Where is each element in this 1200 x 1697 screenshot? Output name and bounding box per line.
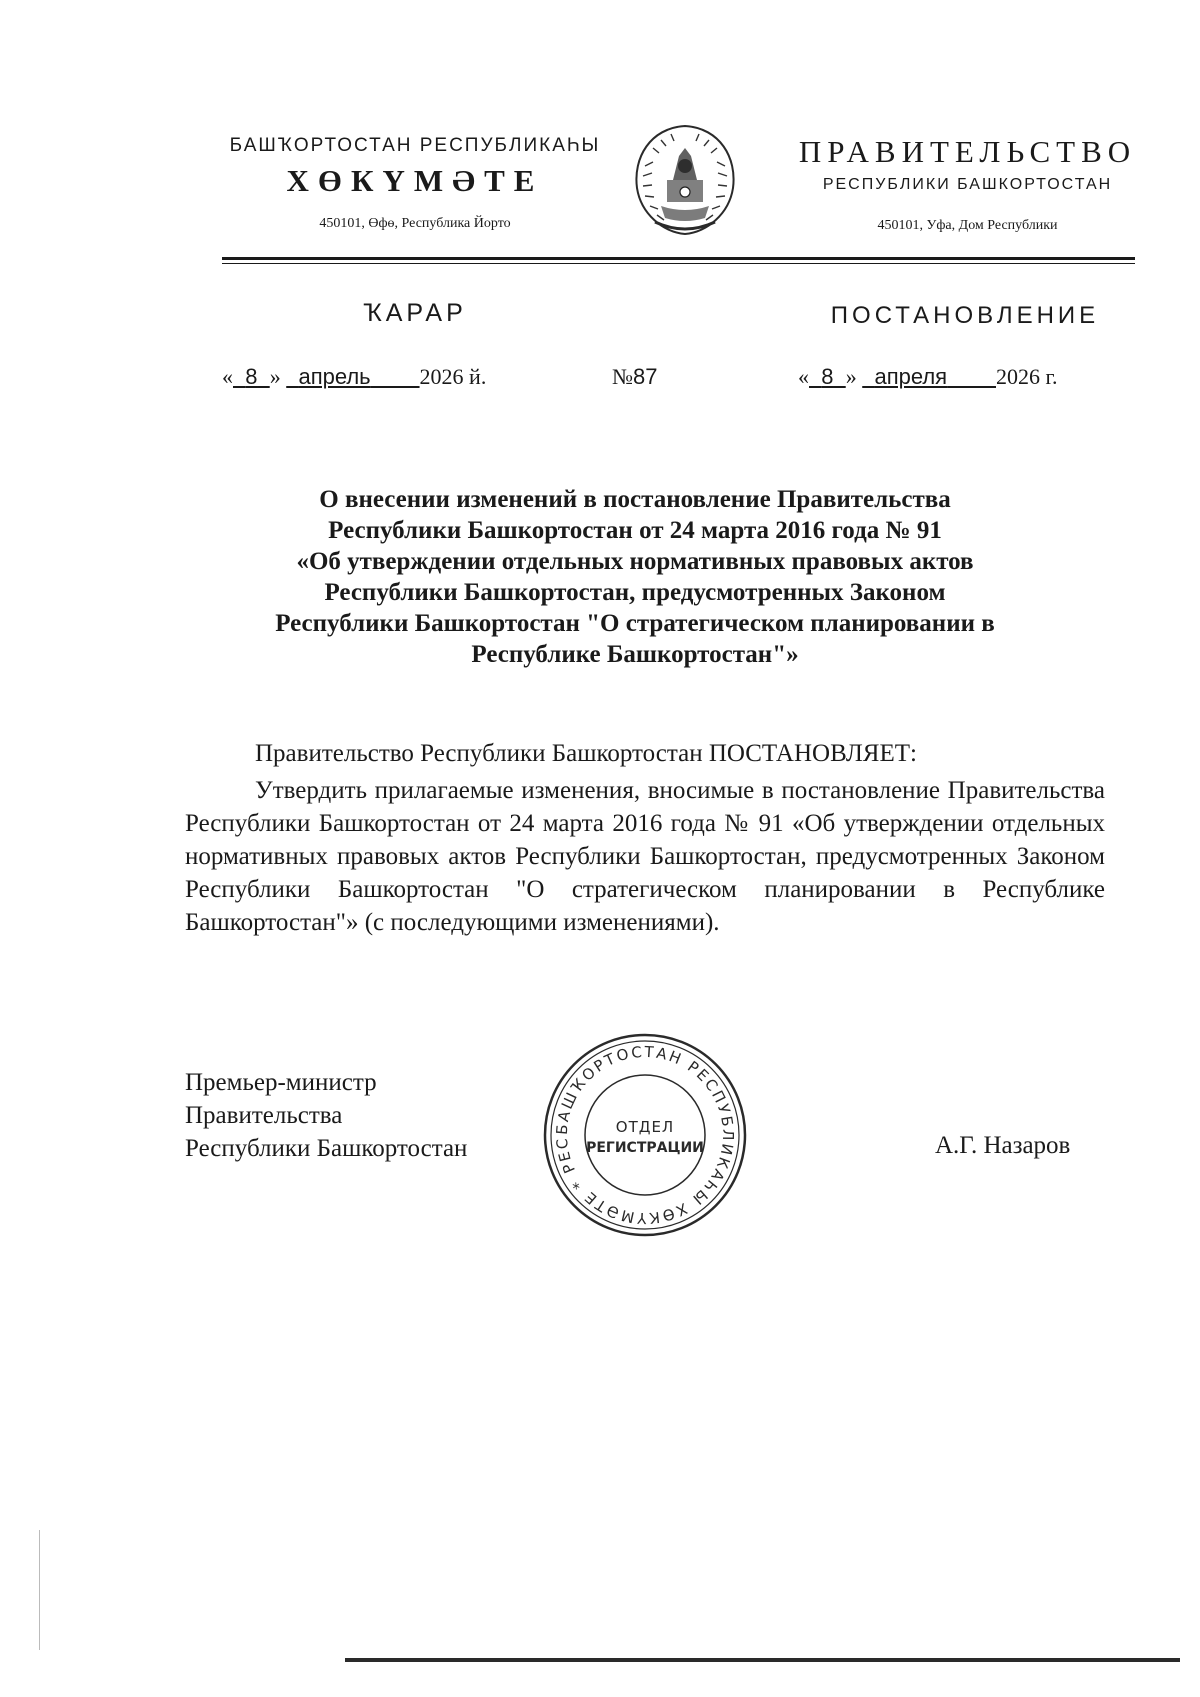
stamp-center-line1: ОТДЕЛ	[615, 1118, 675, 1136]
date-left-day: 8	[245, 364, 258, 389]
signatory-position-line: Правительства	[185, 1102, 343, 1129]
resolution-intro: Правительство Республики Башкортостан ПОСТАНОВЛЯЕТ:	[255, 740, 917, 767]
date-left-quote-close: »	[269, 364, 281, 389]
header-left-republic: БАШҠОРТОСТАН РЕСПУБЛИКАҺЫ	[229, 135, 601, 156]
date-left-year: 2026 й.	[419, 364, 487, 389]
header-left-government: ХӨКҮМӘТЕ	[286, 163, 544, 198]
signatory-position-line: Премьер-министр	[185, 1069, 377, 1096]
coat-of-arms-icon	[625, 118, 745, 245]
date-right-day: 8	[821, 364, 834, 389]
header-left-address: 450101, Өфө, Республика Йорто	[319, 216, 511, 231]
stamp-outer-text: БАШҠОРТОСТАН РЕСПУБЛИКАҺЫ ХӨКҮМӘТЕ * РЕС	[552, 1042, 738, 1228]
title-line: «Об утверждении отдельных нормативных правовых актов	[296, 548, 974, 575]
scan-bottom-bar	[345, 1658, 1180, 1662]
title-line: Республике Башкортостан"»	[471, 641, 799, 668]
header-right-government: ПРАВИТЕЛЬСТВО	[798, 134, 1137, 169]
title-line: Республики Башкортостан, предусмотренных Законом	[324, 579, 946, 606]
document-title	[200, 484, 1070, 670]
header-divider	[222, 257, 1135, 260]
date-left-quote-open: «	[222, 364, 233, 389]
doc-type-bashkir: ҠАРАР	[363, 299, 467, 327]
scan-edge-mark	[39, 1530, 40, 1650]
date-right-quote-close: »	[845, 364, 857, 389]
title-line: О внесении изменений в постановление Правительства	[319, 486, 951, 513]
signatory-name: А.Г. Назаров	[935, 1132, 1071, 1159]
title-line: Республики Башкортостан от 24 марта 2016 года № 91	[328, 517, 942, 544]
date-left-month: апрель	[298, 364, 371, 389]
doc-type-russian: ПОСТАНОВЛЕНИЕ	[830, 302, 1100, 329]
number-sign: №	[612, 364, 633, 389]
registration-stamp	[540, 1030, 750, 1245]
date-right-month: апреля	[874, 364, 948, 389]
signatory-position-line: Республики Башкортостан	[185, 1135, 468, 1162]
header-right-address: 450101, Уфа, Дом Республики	[877, 218, 1058, 233]
stamp-center-line2: РЕГИСТРАЦИИ	[586, 1140, 704, 1156]
date-right-quote-open: «	[798, 364, 809, 389]
date-left	[222, 364, 486, 390]
title-line: Республики Башкортостан "О стратегическом планировании в	[275, 610, 995, 637]
resolution-paragraph-text: Утвердить прилагаемые изменения, вносимые в постановление Правительства Республики Башкортостан от 24 марта 2016 года № 91 «Об утверждении отдельных нормативных правовых актов Республики Башкортостан, предусмотренных Законом Республики Башкортостан "О стратегическом планировании в Республике Башкортостан"» (с последующими изменениями).	[185, 777, 1105, 936]
resolution-paragraph	[185, 774, 1105, 939]
signatory-position	[185, 1066, 467, 1165]
header-divider-thin	[222, 263, 1135, 264]
date-right	[798, 364, 1058, 390]
header-right-republic: РЕСПУБЛИКИ БАШКОРТОСТАН	[822, 176, 1113, 193]
date-right-year: 2026 г.	[996, 364, 1058, 389]
document-number	[612, 364, 657, 390]
number-value: 87	[633, 364, 658, 389]
